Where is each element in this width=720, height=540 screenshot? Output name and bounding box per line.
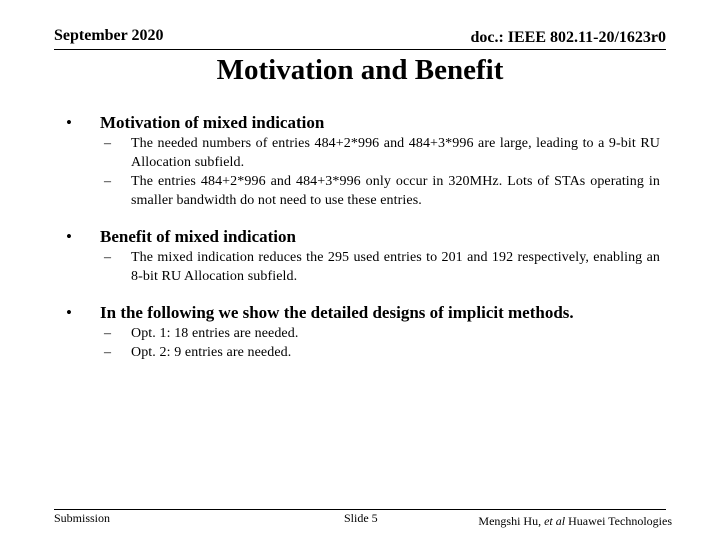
footer-author-org: Huawei Technologies: [565, 514, 672, 528]
dash-icon: –: [104, 326, 112, 341]
sub-bullet-text: Opt. 1: 18 entries are needed.: [131, 326, 299, 341]
sub-bullet-text: Opt. 2: 9 entries are needed.: [131, 345, 292, 360]
sub-bullet: [60, 324, 660, 343]
slide-title: Motivation and Benefit: [216, 54, 504, 86]
sub-bullet-text: The needed numbers of entries 484+2*996 and 484+3*996 are large, leading to a 9-bit RU Allocation subfield.: [131, 136, 660, 170]
bullet-implicit-methods: [60, 302, 660, 324]
sub-bullet-text: The mixed indication reduces the 295 used entries to 201 and 192 respectively, enabling an 8-bit RU Allocation subfield.: [131, 250, 660, 284]
bullet-icon: •: [66, 227, 72, 246]
sub-bullet: [60, 134, 660, 172]
dash-icon: –: [104, 250, 112, 265]
footer-slide-number: Slide 5: [344, 511, 378, 525]
dash-icon: –: [104, 136, 112, 151]
sub-bullet: [60, 172, 660, 210]
dash-icon: –: [104, 345, 112, 360]
dash-icon: –: [104, 174, 112, 189]
bullet-icon: •: [66, 303, 72, 322]
bullet-heading: Motivation of mixed indication: [100, 113, 325, 132]
footer-author-etal: et al: [544, 514, 566, 528]
sub-bullet: [60, 343, 660, 362]
footer-divider: [54, 509, 666, 510]
bullet-benefit: [60, 226, 660, 248]
header-doc-id: doc.: IEEE 802.11-20/1623r0: [470, 29, 666, 46]
bullet-motivation: [60, 112, 660, 134]
footer-author-name: Mengshi Hu,: [478, 514, 545, 528]
footer-author: [478, 514, 672, 529]
bullet-heading: In the following we show the detailed designs of implicit methods.: [100, 303, 574, 322]
header-date: September 2020: [54, 27, 164, 44]
bullet-icon: •: [66, 113, 72, 132]
footer-submission: Submission: [54, 511, 111, 525]
bullet-heading: Benefit of mixed indication: [100, 227, 296, 246]
sub-bullet: [60, 248, 660, 286]
slide-body: [60, 112, 660, 362]
sub-bullet-text: The entries 484+2*996 and 484+3*996 only occur in 320MHz. Lots of STAs operating in smaller bandwidth do not need to use these entries.: [131, 174, 660, 208]
header-divider: [54, 49, 666, 50]
